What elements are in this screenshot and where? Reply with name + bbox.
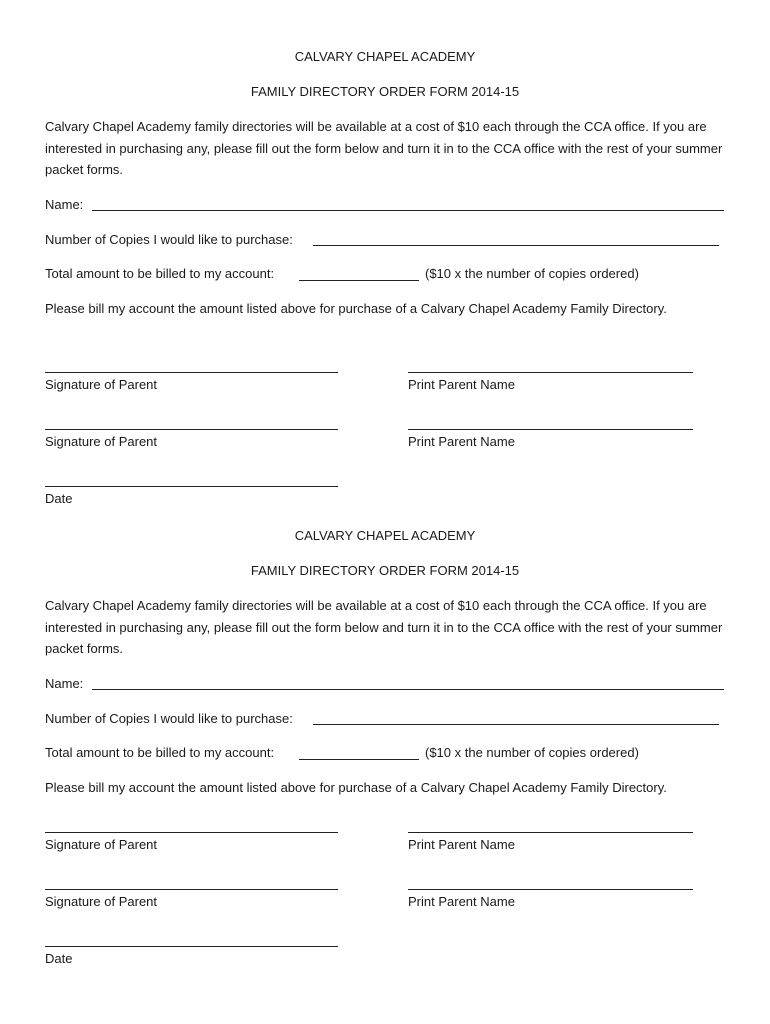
name-label: Name: [45, 676, 84, 691]
signature-line-1[interactable] [45, 832, 338, 833]
date-line[interactable] [45, 946, 338, 947]
copies-label: Number of Copies I would like to purchase: [45, 711, 293, 726]
date-label: Date [45, 491, 73, 506]
total-note: ($10 x the number of copies ordered) [425, 266, 639, 281]
date-label: Date [45, 951, 73, 966]
date-line[interactable] [45, 486, 338, 487]
total-amount-field[interactable] [299, 280, 419, 281]
print-name-label-2: Print Parent Name [408, 894, 515, 909]
print-name-line-2[interactable] [408, 889, 693, 890]
copies-field[interactable] [313, 245, 719, 246]
total-label: Total amount to be billed to my account: [45, 745, 275, 760]
name-field[interactable] [92, 210, 724, 211]
authorization-text: Please bill my account the amount listed above for purchase of a Calvary Chapel Academy Family Directory. [45, 780, 667, 795]
copies-field[interactable] [313, 724, 719, 725]
intro-paragraph: Calvary Chapel Academy family directories will be available at a cost of $10 each through the CCA office. If you are interested in purchasing any, please fill out the form below and turn it in to the CCA office with the rest of your summer packet forms. [45, 598, 723, 656]
authorization-text: Please bill my account the amount listed above for purchase of a Calvary Chapel Academy Family Directory. [45, 301, 667, 316]
copies-label: Number of Copies I would like to purchase: [45, 232, 293, 247]
intro-paragraph: Calvary Chapel Academy family directories will be available at a cost of $10 each through the CCA office. If you are interested in purchasing any, please fill out the form below and turn it in to the CCA office with the rest of your summer packet forms. [45, 119, 723, 177]
form-title: FAMILY DIRECTORY ORDER FORM 2014-15 [250, 563, 520, 578]
signature-line-2[interactable] [45, 889, 338, 890]
print-name-label-1: Print Parent Name [408, 837, 515, 852]
signature-label-1: Signature of Parent [45, 377, 158, 392]
signature-label-2: Signature of Parent [45, 434, 158, 449]
print-name-label-2: Print Parent Name [408, 434, 515, 449]
signature-label-1: Signature of Parent [45, 837, 158, 852]
signature-line-1[interactable] [45, 372, 338, 373]
total-label: Total amount to be billed to my account: [45, 266, 275, 281]
name-label: Name: [45, 197, 84, 212]
print-name-label-1: Print Parent Name [408, 377, 515, 392]
name-field[interactable] [92, 689, 724, 690]
print-name-line-2[interactable] [408, 429, 693, 430]
school-name: CALVARY CHAPEL ACADEMY [294, 528, 476, 543]
total-note: ($10 x the number of copies ordered) [425, 745, 639, 760]
school-name: CALVARY CHAPEL ACADEMY [294, 49, 476, 64]
signature-label-2: Signature of Parent [45, 894, 158, 909]
form-title: FAMILY DIRECTORY ORDER FORM 2014-15 [250, 84, 520, 99]
print-name-line-1[interactable] [408, 832, 693, 833]
signature-line-2[interactable] [45, 429, 338, 430]
total-amount-field[interactable] [299, 759, 419, 760]
print-name-line-1[interactable] [408, 372, 693, 373]
